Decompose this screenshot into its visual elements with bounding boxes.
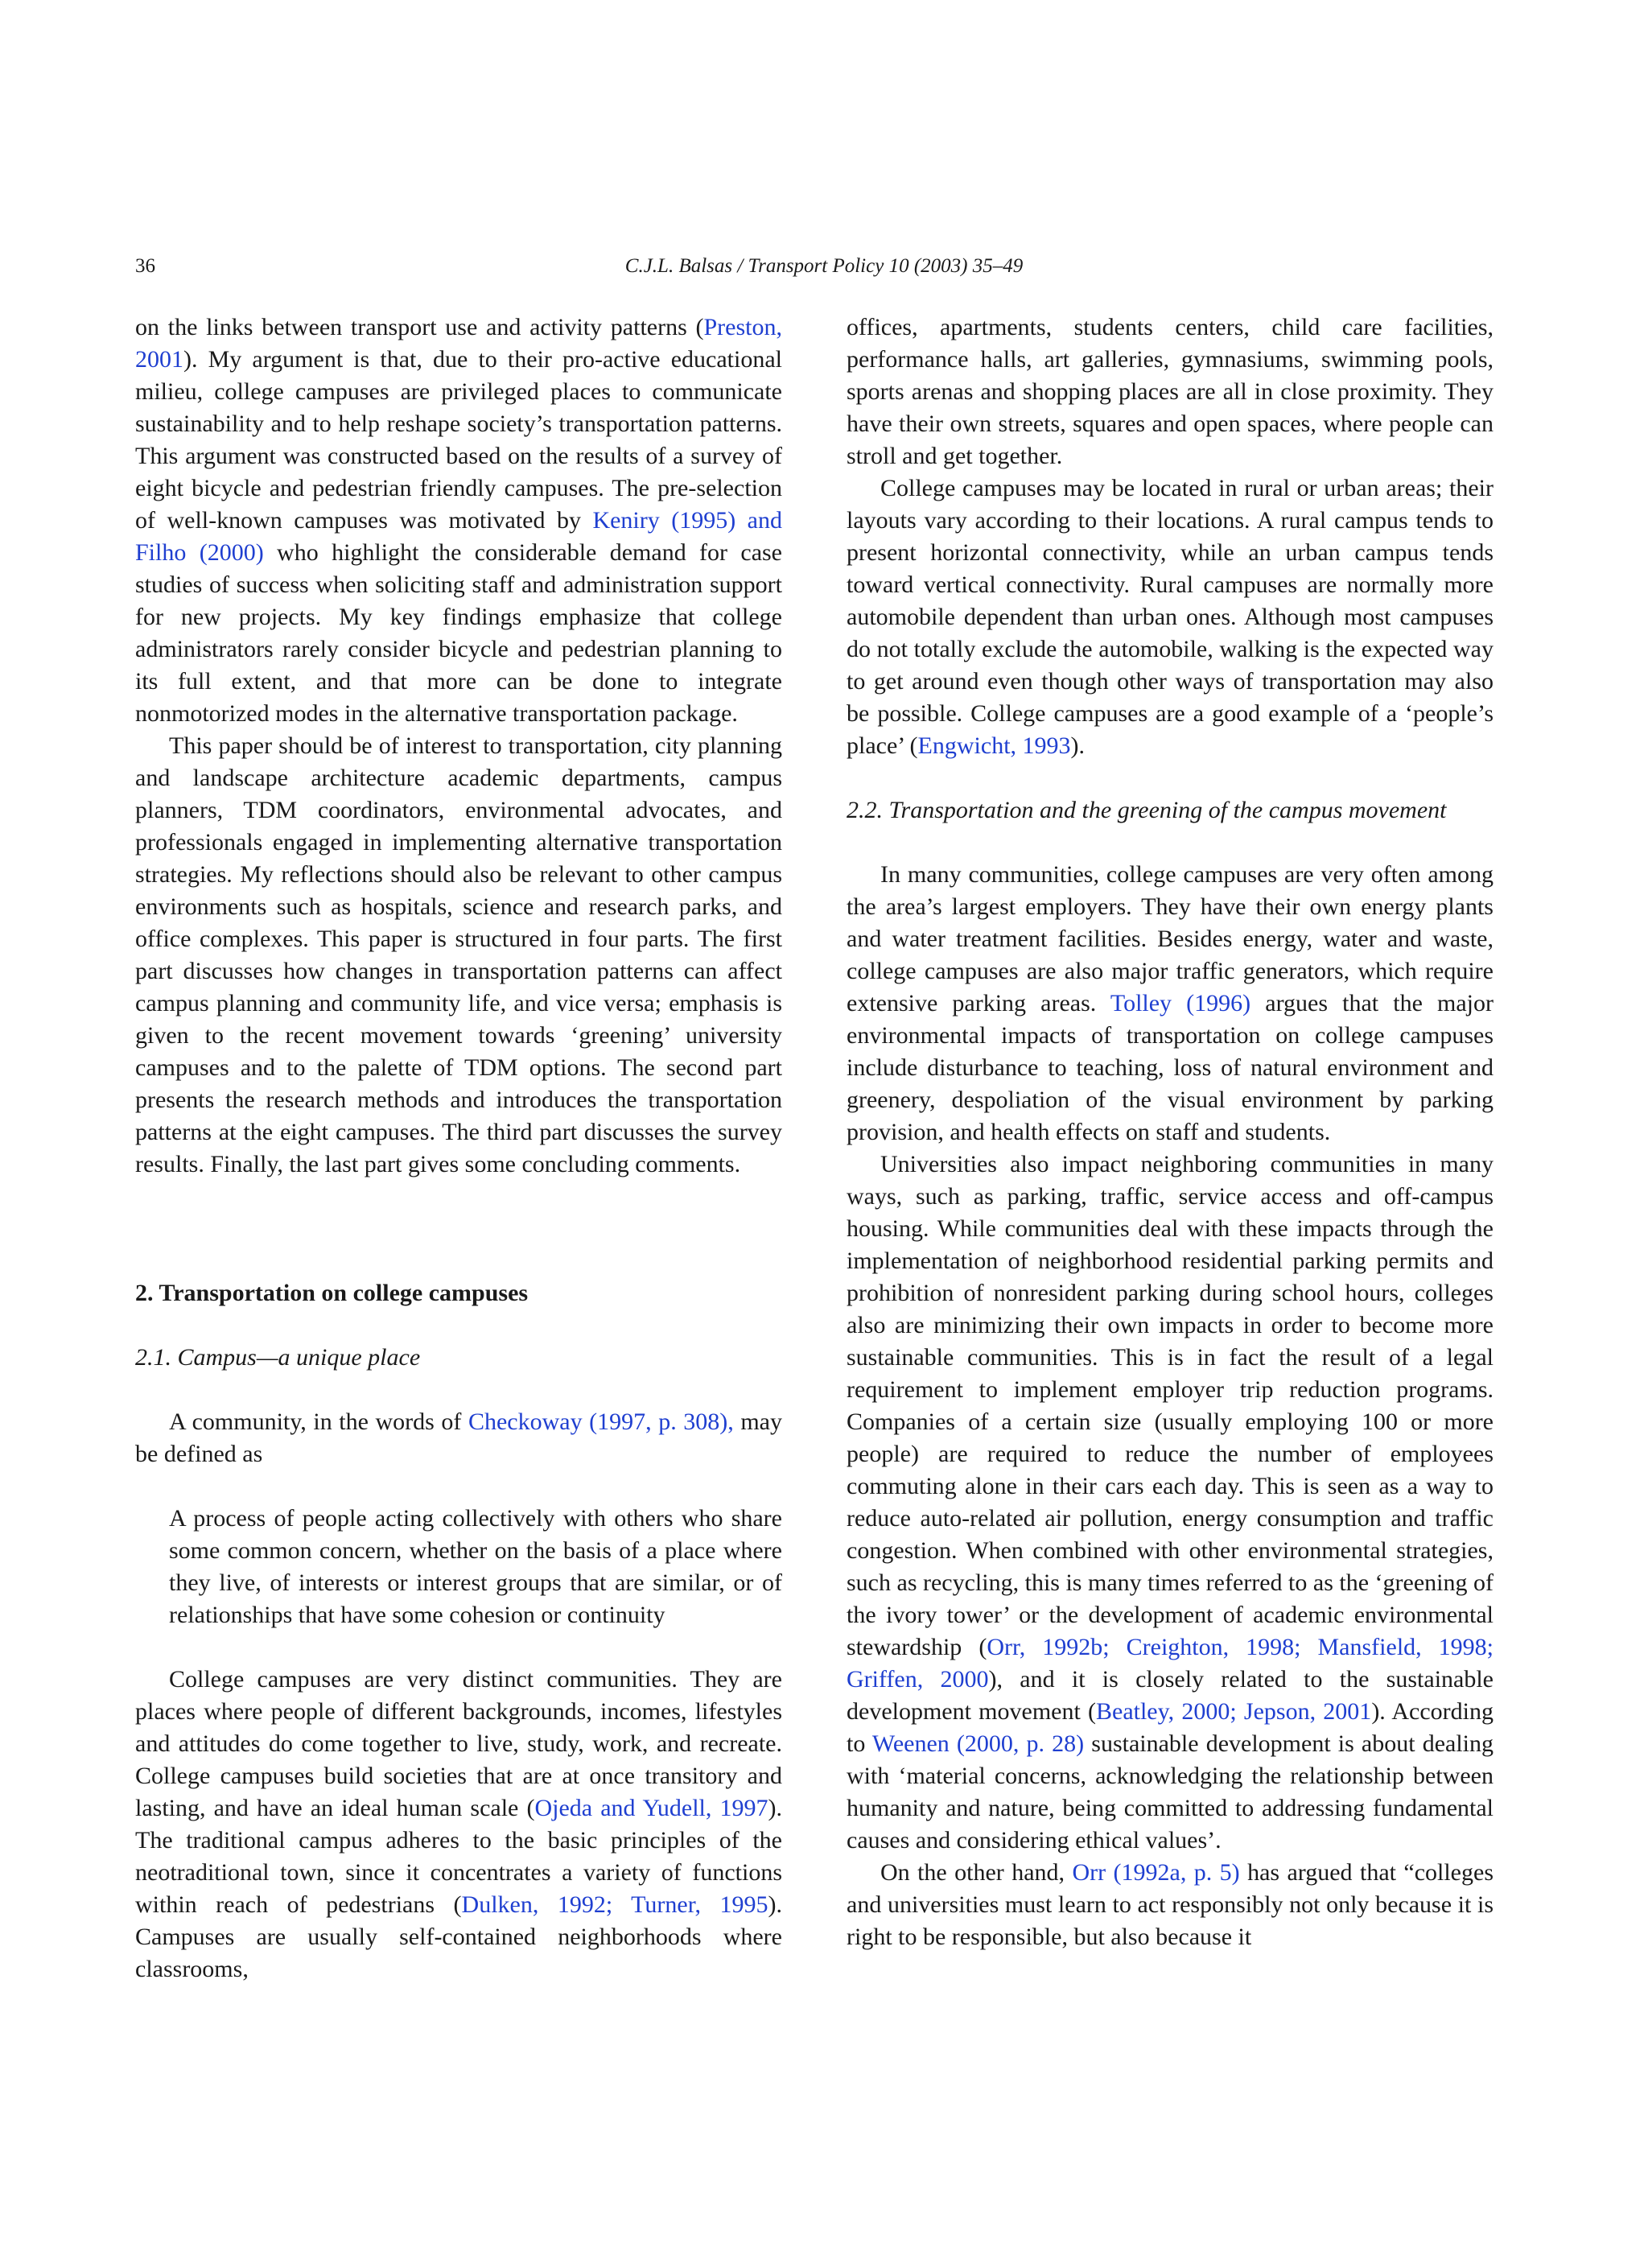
paragraph: This paper should be of interest to transportation, city planning and landscape architecture academic departments, campus planners, TDM coordinators, environmental advocates, and professionals engaged in implementing alternative transportation strategies. My reflections should also be relevant to other campus environments such as hospitals, science and research parks, and office complexes. This paper is structured in four parts. The first part discusses how changes in transportation patterns can affect campus planning and community life, and vice versa; emphasis is given to the recent movement towards ‘greening’ university campuses and to the palette of TDM options. The second part presents the research methods and introduces the transportation patterns at the eight campuses. The third part discusses the survey results. Finally, the last part gives some concluding comments. [135, 732, 782, 1177]
section-heading: 2. Transportation on college campuses [135, 1280, 529, 1306]
citation-link[interactable]: Ojeda and Yudell, 1997 [534, 1795, 768, 1821]
paragraph: on the links between transport use and activity patterns (Preston, 2001). My argument is that, due to their pro-active educational milieu, college campuses are privileged places to communicate sustainability and to help reshape society’s transportation patterns. This argument was constructed based on the results of a survey of eight bicycle and pedestrian friendly campuses. The pre-selection of well-known campuses was motivated by Keniry (1995) and Filho (2000) who highlight the considerable demand for case studies of success when soliciting staff and administration support for new projects. My key findings emphasize that college administrators rarely consider bicycle and pedestrian planning to its full extent, and that more can be done to integrate nonmotorized modes in the alternative transportation package. [135, 314, 782, 727]
subsection-heading: 2.1. Campus—a unique place [135, 1344, 421, 1371]
left-column [135, 311, 782, 1986]
block-quote: A process of people acting collectively with others who share some common concern, whether on the basis of a place where they live, of interests or interest groups that are similar, or of relationships that have some cohesion or continuity [169, 1505, 782, 1628]
citation-link[interactable]: Tolley (1996) [1110, 990, 1251, 1016]
paragraph: College campuses are very distinct communities. They are places where people of different backgrounds, incomes, lifestyles and attitudes do come together to live, study, work, and recreate. College campuses build societies that are at once transitory and lasting, and have an ideal human scale (Ojeda and Yudell, 1997). The traditional campus adheres to the basic principles of the neotraditional town, since it concentrates a variety of functions within reach of pedestrians (Dulken, 1992; Turner, 1995). Campuses are usually self-contained neighborhoods where classrooms, [135, 1666, 782, 1982]
citation-link[interactable]: Orr, 1992b; Creighton, 1998; Mansfield, 1998; Griffen, 2000 [847, 1634, 1494, 1693]
paragraph: A community, in the words of Checkoway (1997, p. 308), may be defined as [135, 1408, 782, 1467]
paragraph: College campuses may be located in rural or urban areas; their layouts vary according to their locations. A rural campus tends to present horizontal connectivity, while an urban campus tends toward vertical connectivity. Rural campuses are normally more automobile dependent than urban ones. Although most campuses do not totally exclude the automobile, walking is the expected way to get around even though other ways of transportation may also be possible. College campuses are a good example of a ‘people’s place’ (Engwicht, 1993). [847, 475, 1494, 759]
citation-link[interactable]: Checkoway (1997, p. 308), [468, 1408, 734, 1435]
paragraph: offices, apartments, students centers, child care facilities, performance halls, art galleries, gymnasiums, swimming pools, sports arenas and shopping places are all in close proximity. They have their own streets, squares and open spaces, where people can stroll and get together. [847, 314, 1494, 469]
citation-link[interactable]: Orr (1992a, p. 5) [1072, 1859, 1240, 1886]
paragraph: On the other hand, Orr (1992a, p. 5) has argued that “colleges and universities must learn to act responsibly not only because it is right to be responsible, but also because it [847, 1859, 1494, 1950]
citation-link[interactable]: Dulken, 1992; Turner, 1995 [461, 1891, 768, 1918]
citation-link[interactable]: Beatley, 2000; Jepson, 2001 [1096, 1698, 1372, 1725]
paragraph: Universities also impact neighboring communities in many ways, such as parking, traffic, service access and off-campus housing. While communities deal with these impacts through the implementation of neighborhood residential parking permits and prohibition of nonresident parking during school hours, colleges also are minimizing their own impacts in order to become more sustainable communities. This is in fact the result of a legal requirement to implement employer trip reduction programs. Companies of a certain size (usually employing 100 or more people) are required to reduce the number of employees commuting alone in their cars each day. This is seen as a way to reduce auto-related air pollution, energy consumption and traffic congestion. When combined with other environmental strategies, such as recycling, this is many times referred to as the ‘greening of the ivory tower’ or the development of academic environmental stewardship (Orr, 1992b; Creighton, 1998; Mansfield, 1998; Griffen, 2000), and it is closely related to the sustainable development movement (Beatley, 2000; Jepson, 2001). According to Weenen (2000, p. 28) sustainable development is about dealing with ‘material concerns, acknowledging the relationship between humanity and nature, being committed to addressing fundamental causes and considering ethical values’. [847, 1151, 1494, 1854]
citation-link[interactable]: Keniry (1995) and Filho (2000) [135, 507, 782, 566]
citation-link[interactable]: Preston, 2001 [135, 314, 782, 373]
right-column [847, 311, 1494, 1953]
paragraph: In many communities, college campuses are very often among the area’s largest employers. They have their own energy plants and water treatment facilities. Besides energy, water and waste, college campuses are also major traffic generators, which require extensive parking areas. Tolley (1996) argues that the major environmental impacts of transportation on college campuses include disturbance to teaching, loss of natural environment and greenery, despoliation of the visual environment by parking provision, and health effects on staff and students. [847, 861, 1494, 1145]
citation-link[interactable]: Weenen (2000, p. 28) [871, 1730, 1085, 1757]
page-number: 36 [135, 255, 155, 277]
subsection-heading: 2.2. Transportation and the greening of the campus movement [847, 797, 1447, 823]
running-head: C.J.L. Balsas / Transport Policy 10 (2003) 35–49 [624, 255, 1024, 277]
citation-link[interactable]: Engwicht, 1993 [917, 732, 1071, 759]
